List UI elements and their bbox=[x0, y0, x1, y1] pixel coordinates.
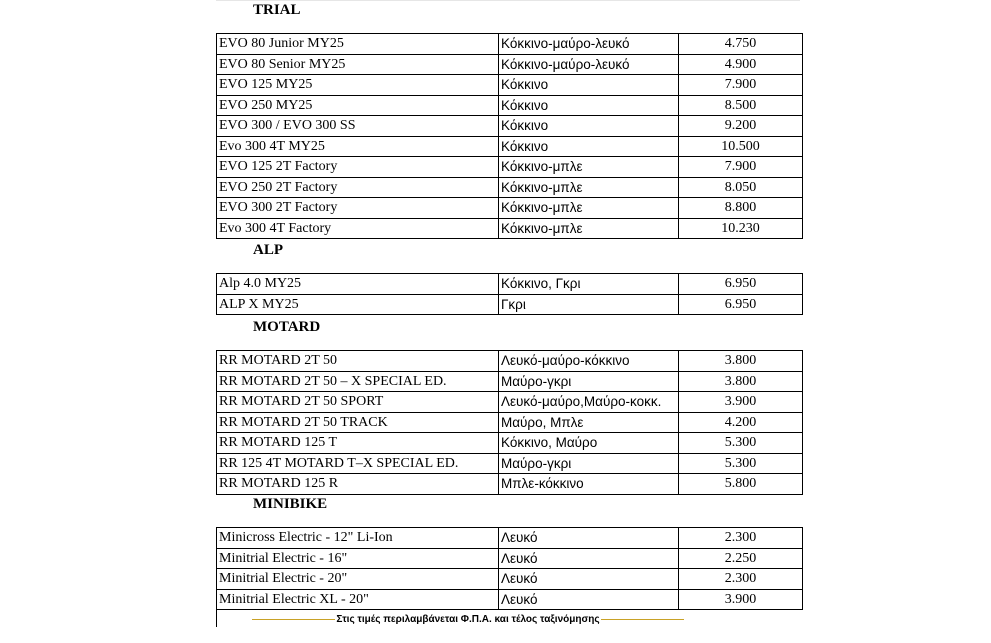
model-cell: ALP X MY25 bbox=[217, 294, 499, 315]
section-title-minibike: MINIBIKE bbox=[253, 496, 328, 512]
table-row bbox=[217, 569, 803, 590]
vat-note-text: Στις τιμές περιλαμβάνεται Φ.Π.Α. και τέλος ταξινόμησης bbox=[336, 613, 600, 625]
model-cell: EVO 300 / EVO 300 SS bbox=[217, 116, 499, 137]
price-cell: 3.900 bbox=[679, 392, 803, 413]
table-row bbox=[217, 157, 803, 178]
price-cell: 10.500 bbox=[679, 136, 803, 157]
table-row bbox=[217, 453, 803, 474]
model-cell: EVO 80 Senior MY25 bbox=[217, 54, 499, 75]
color-cell: Κόκκινο-μπλε bbox=[499, 218, 679, 239]
price-cell: 4.750 bbox=[679, 34, 803, 55]
color-cell: Μαύρο-γκρι bbox=[499, 453, 679, 474]
section-title-trial: TRIAL bbox=[253, 2, 301, 18]
color-cell: Γκρι bbox=[499, 294, 679, 315]
table-row bbox=[217, 198, 803, 219]
price-cell: 7.900 bbox=[679, 75, 803, 96]
price-cell: 8.500 bbox=[679, 95, 803, 116]
color-cell: Κόκκινο, Μαύρο bbox=[499, 433, 679, 454]
table-row bbox=[217, 412, 803, 433]
table-row bbox=[217, 392, 803, 413]
table-row bbox=[217, 371, 803, 392]
color-cell: Κόκκινο-μπλε bbox=[499, 157, 679, 178]
table-row bbox=[217, 218, 803, 239]
model-cell: RR MOTARD 125 R bbox=[217, 474, 499, 495]
model-cell: Evo 300 4T Factory bbox=[217, 218, 499, 239]
color-cell: Κόκκινο bbox=[499, 136, 679, 157]
price-cell: 9.200 bbox=[679, 116, 803, 137]
model-cell: EVO 250 2T Factory bbox=[217, 177, 499, 198]
color-cell: Κόκκινο bbox=[499, 116, 679, 137]
model-cell: Alp 4.0 MY25 bbox=[217, 274, 499, 295]
table-row bbox=[217, 274, 803, 295]
color-cell: Κόκκινο, Γκρι bbox=[499, 274, 679, 295]
table-row bbox=[217, 95, 803, 116]
color-cell: Λευκό bbox=[499, 548, 679, 569]
price-cell: 4.200 bbox=[679, 412, 803, 433]
footer-rule-left bbox=[252, 619, 335, 620]
color-cell: Κόκκινο-μαύρο-λευκό bbox=[499, 34, 679, 55]
table-row bbox=[217, 528, 803, 549]
model-cell: Minitrial Electric - 20" bbox=[217, 569, 499, 590]
color-cell: Κόκκινο-μπλε bbox=[499, 177, 679, 198]
footer-left-border bbox=[216, 609, 217, 627]
model-cell: EVO 125 2T Factory bbox=[217, 157, 499, 178]
model-cell: RR MOTARD 2T 50 – X SPECIAL ED. bbox=[217, 371, 499, 392]
color-cell: Μαύρο, Μπλε bbox=[499, 412, 679, 433]
model-cell: EVO 300 2T Factory bbox=[217, 198, 499, 219]
price-cell: 8.800 bbox=[679, 198, 803, 219]
price-cell: 8.050 bbox=[679, 177, 803, 198]
color-cell: Λευκό bbox=[499, 528, 679, 549]
color-cell: Λευκό-μαύρο,Μαύρο-κοκκ. bbox=[499, 392, 679, 413]
section-title-alp: ALP bbox=[253, 242, 283, 258]
table-row bbox=[217, 589, 803, 610]
price-cell: 2.300 bbox=[679, 569, 803, 590]
table-row bbox=[217, 177, 803, 198]
model-cell: Minitrial Electric XL - 20" bbox=[217, 589, 499, 610]
model-cell: EVO 250 MY25 bbox=[217, 95, 499, 116]
price-cell: 3.900 bbox=[679, 589, 803, 610]
model-cell: Evo 300 4T MY25 bbox=[217, 136, 499, 157]
price-cell: 10.230 bbox=[679, 218, 803, 239]
table-row bbox=[217, 136, 803, 157]
footer-rule-right bbox=[601, 619, 684, 620]
price-cell: 2.300 bbox=[679, 528, 803, 549]
model-cell: Minicross Electric - 12" Li-Ion bbox=[217, 528, 499, 549]
minibike-price-table bbox=[216, 527, 803, 610]
table-row bbox=[217, 548, 803, 569]
price-cell: 5.300 bbox=[679, 433, 803, 454]
model-cell: EVO 125 MY25 bbox=[217, 75, 499, 96]
color-cell: Κόκκινο bbox=[499, 75, 679, 96]
section-title-motard: MOTARD bbox=[253, 319, 321, 335]
model-cell: RR 125 4T MOTARD T–X SPECIAL ED. bbox=[217, 453, 499, 474]
table-row bbox=[217, 116, 803, 137]
price-cell: 7.900 bbox=[679, 157, 803, 178]
price-cell: 6.950 bbox=[679, 294, 803, 315]
color-cell: Κόκκινο bbox=[499, 95, 679, 116]
table-row bbox=[217, 433, 803, 454]
color-cell: Κόκκινο-μαύρο-λευκό bbox=[499, 54, 679, 75]
price-cell: 5.300 bbox=[679, 453, 803, 474]
color-cell: Μπλε-κόκκινο bbox=[499, 474, 679, 495]
color-cell: Λευκό bbox=[499, 589, 679, 610]
table-row bbox=[217, 54, 803, 75]
model-cell: EVO 80 Junior MY25 bbox=[217, 34, 499, 55]
color-cell: Λευκό bbox=[499, 569, 679, 590]
price-cell: 3.800 bbox=[679, 351, 803, 372]
motard-price-table bbox=[216, 350, 803, 495]
alp-price-table bbox=[216, 273, 803, 315]
footer-note bbox=[252, 611, 684, 627]
model-cell: Minitrial Electric - 16" bbox=[217, 548, 499, 569]
trial-price-table bbox=[216, 33, 803, 239]
table-row bbox=[217, 75, 803, 96]
model-cell: RR MOTARD 2T 50 TRACK bbox=[217, 412, 499, 433]
top-divider bbox=[216, 0, 800, 1]
model-cell: RR MOTARD 125 T bbox=[217, 433, 499, 454]
model-cell: RR MOTARD 2T 50 bbox=[217, 351, 499, 372]
color-cell: Μαύρο-γκρι bbox=[499, 371, 679, 392]
price-cell: 2.250 bbox=[679, 548, 803, 569]
color-cell: Λευκό-μαύρο-κόκκινο bbox=[499, 351, 679, 372]
table-row bbox=[217, 474, 803, 495]
color-cell: Κόκκινο-μπλε bbox=[499, 198, 679, 219]
price-cell: 3.800 bbox=[679, 371, 803, 392]
table-row bbox=[217, 351, 803, 372]
price-cell: 6.950 bbox=[679, 274, 803, 295]
price-cell: 4.900 bbox=[679, 54, 803, 75]
price-cell: 5.800 bbox=[679, 474, 803, 495]
model-cell: RR MOTARD 2T 50 SPORT bbox=[217, 392, 499, 413]
table-row bbox=[217, 34, 803, 55]
table-row bbox=[217, 294, 803, 315]
